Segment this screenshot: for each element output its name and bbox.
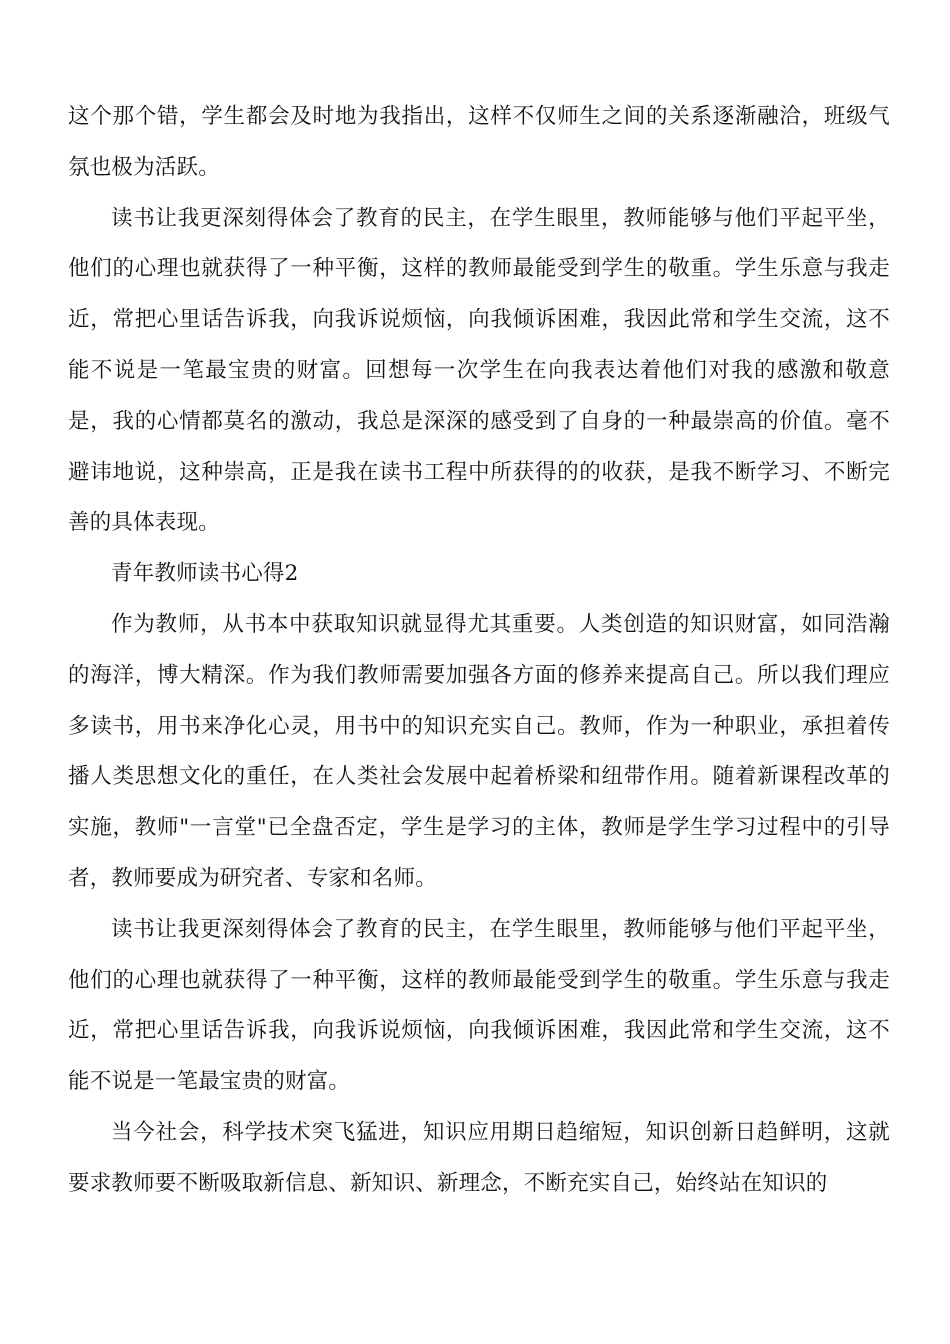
paragraph-modern-society: 当今社会，科学技术突飞猛进，知识应用期日趋缩短，知识创新日趋鲜明，这就要求教师要不断吸取新信息、新知识、新理念，不断充实自己，始终站在知识的 — [68, 1119, 890, 1196]
paragraph-reading-democracy: 读书让我更深刻得体会了教育的民主，在学生眼里，教师能够与他们平起平坐，他们的心理也就获得了一种平衡，这样的教师最能受到学生的敬重。学生乐意与我走近，常把心里话告诉我，向我诉说烦恼，向我倾诉困难，我因此常和学生交流，这不能不说是一笔最宝贵的财富。回想每一次学生在向我表达着他们对我的感激和敬意是，我的心情都莫名的激动，我总是深深的感受到了自身的一种最崇高的价值。毫不避讳地说，这种崇高，正是我在读书工程中所获得的的收获，是我不断学习、不断完善的具体表现。 — [68, 205, 890, 536]
paragraph-reading-democracy-repeat: 读书让我更深刻得体会了教育的民主，在学生眼里，教师能够与他们平起平坐，他们的心理也就获得了一种平衡，这样的教师最能受到学生的敬重。学生乐意与我走近，常把心里话告诉我，向我诉说烦恼，向我倾诉困难，我因此常和学生交流，这不能不说是一笔最宝贵的财富。 — [68, 916, 890, 1095]
paragraph-continuation: 这个那个错，学生都会及时地为我指出，这样不仅师生之间的关系逐渐融洽，班级气氛也极为活跃。 — [68, 104, 890, 180]
section-title: 青年教师读书心得2 — [111, 561, 299, 587]
paragraph-teacher-knowledge: 作为教师，从书本中获取知识就显得尤其重要。人类创造的知识财富，如同浩瀚的海洋，博大精深。作为我们教师需要加强各方面的修养来提高自己。所以我们理应多读书，用书来净化心灵，用书中的知识充实自己。教师，作为一种职业，承担着传播人类思想文化的重任，在人类社会发展中起着桥梁和纽带作用。随着新课程改革的实施，教师"一言堂"已全盘否定，学生是学习的主体，教师是学生学习过程中的引导者，教师要成为研究者、专家和名师。 — [68, 611, 890, 891]
document-page — [68, 92, 890, 1210]
